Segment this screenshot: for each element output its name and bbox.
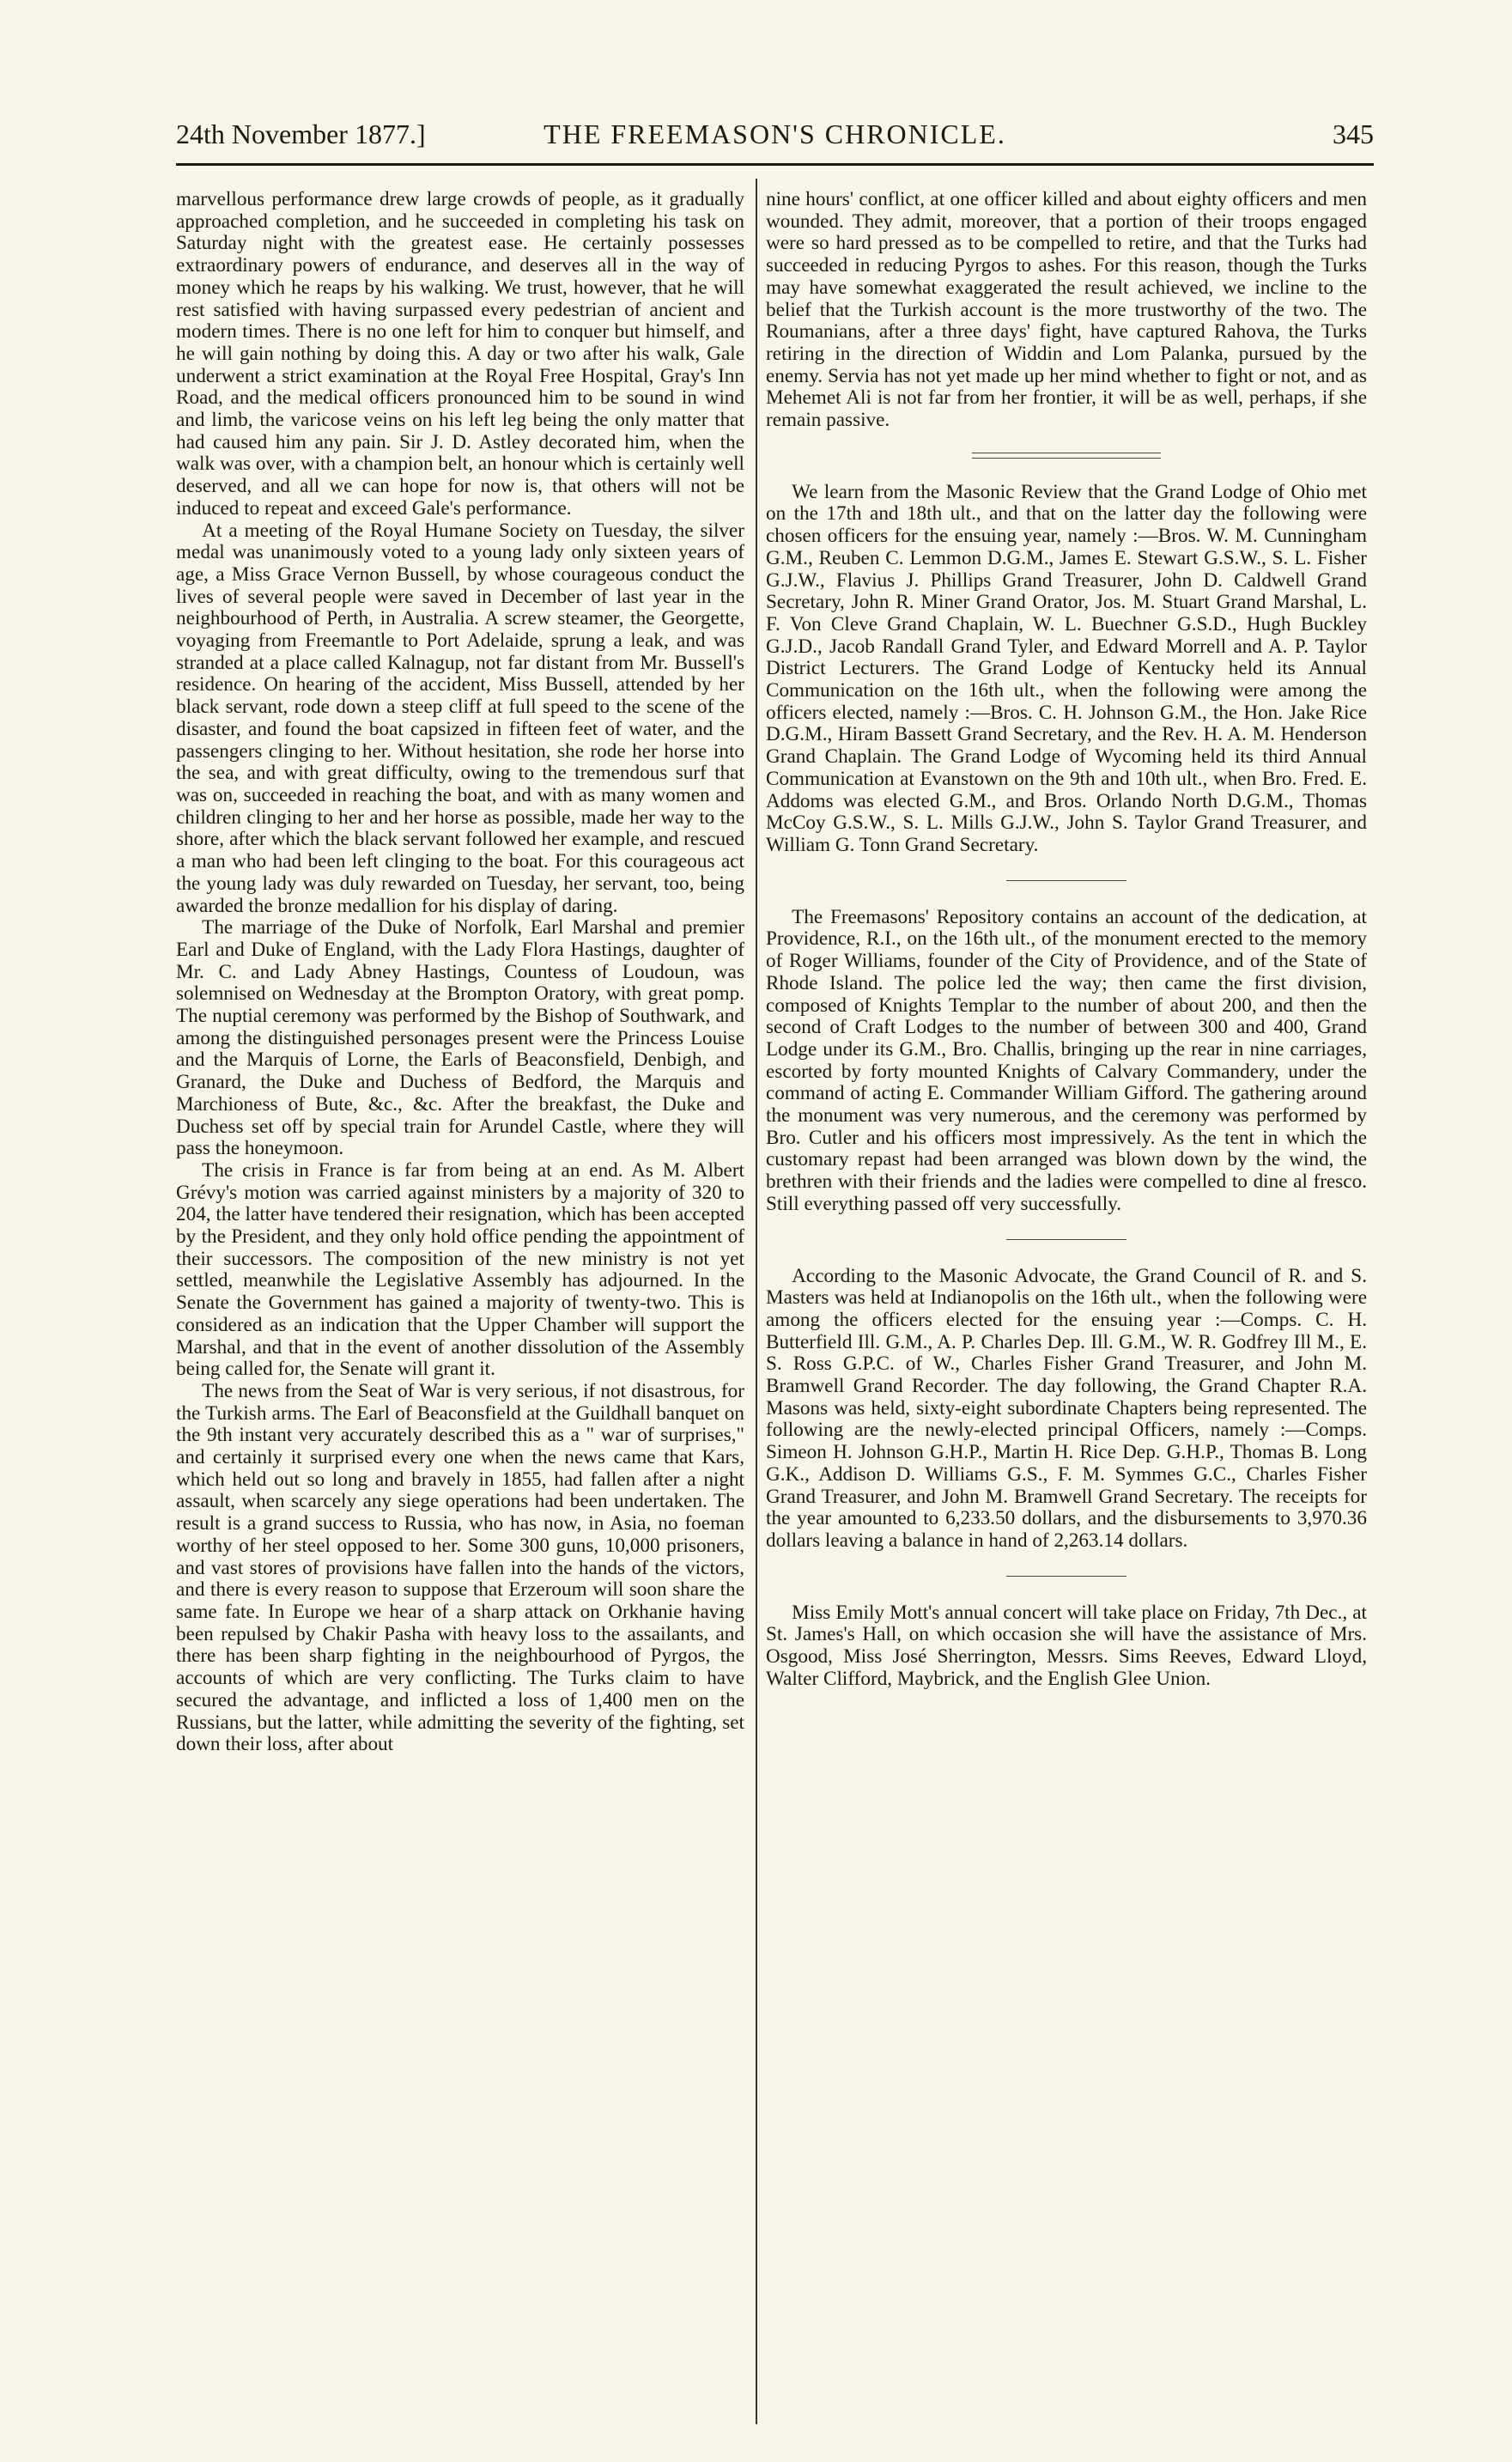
article-gale-walk: marvellous performance drew large crowds of people, as it gradually approached completion, and he succeeded in completing his task on Saturday night with the greatest ease. He certainly possesses extraordinary powers of endurance, and deserves all in the way of money which he reaps by his walking. We trust, however, that he will rest satisfied with having surpassed every pedestrian of ancient and modern times. There is no one left for him to conquer but himself, and he will gain nothing by doing this. A day or two after his walk, Gale underwent a strict examination at the Royal Free Hospital, Gray's Inn Road, and the medical officers pronounced him to be sound in wind and limb, the varicose veins on his left leg being the only matter that had caused him any pain. Sir J. D. Astley decorated him, when the walk was over, with a champion belt, an honour which is certainly well deserved, and all we can hope for now is, that others will not be induced to repeat and exceed Gale's performance. [176,189,744,520]
header-rule [176,163,1374,166]
article-humane-society: At a meeting of the Royal Humane Society on Tuesday, the silver medal was unanimously voted to a young lady only sixteen years of age, a Miss Grace Vernon Bussell, by whose courageous conduct the lives of several people were saved in December of last year in the neighbourhood of Perth, in Australia. A screw steamer, the Georgette, voyaging from Freemantle to Port Adelaide, sprung a leak, and was stranded at a place called Kalnagup, not far distant from Mr. Bussell's residence. On hearing of the accident, Miss Bussell, attended by her black servant, rode down a steep cliff at full speed to the scene of the disaster, and found the boat capsized in fifteen feet of water, and the passengers clinging to her. Without hesitation, she rode her horse into the sea, and with great difficulty, owing to the tremendous surf that was on, succeeded in reaching the boat, and with as many women and children clinging to her and her horse as possible, made her way to the shore, after which the black servant followed her example, and rescued a man who had been left clinging to the boat. For this courageous act the young lady was duly rewarded on Tuesday, her servant, too, being awarded the bronze medallion for his display of daring. [176,519,744,917]
issue-date: 24th November 1877.] [176,119,426,149]
section-separator [766,1553,1367,1602]
section-separator [766,1216,1367,1266]
article-grand-council-indiana: According to the Masonic Advocate, the Grand Council of R. and S. Masters was held at Indianopolis on the 16th ult., when the following were among the officers elected for the ensuing year :—Comps. C. H. Butterfield Ill. G.M., A. P. Charles Dep. Ill. G.M., W. R. Godfrey Ill M., E. S. Ross G.P.C. of W., Charles Fisher Grand Treasurer, and John M. Bramwell Grand Recorder. The day following, the Grand Chapter R.A. Masons was held, sixty-eight subordinate Chapters being represented. The following are the newly-elected principal Officers, namely :—Comps. Simeon H. Johnson G.H.P., Martin H. Rice Dep. G.H.P., Thomas B. Long G.K., Addison D. Williams G.S., F. M. Symmes G.C., Charles Fisher Grand Treasurer, and John M. Bramwell Grand Secretary. The receipts for the year amounted to 6,233.50 dollars, and the disbursements to 3,970.36 dollars leaving a balance in hand of 2,263.14 dollars. [766,1264,1367,1552]
masthead [176,119,1374,161]
publication-title: THE FREEMASON'S CHRONICLE. [543,119,1006,149]
article-roger-williams-monument: The Freemasons' Repository contains an account of the dedication, at Providence, R.I., on the 16th ult., of the monument erected to the memory of Roger Williams, founder of the City of Providence, and of the State of Rhode Island. The police led the way; then came the first division, composed of Knights Templar to the number of about 200, and then the second of Craft Lodges to the number of between 300 and 400, Grand Lodge under its G.M., Bro. Challis, bringing up the rear in nine carriages, escorted by forty mounted Knights of Calvary Commandery, under the command of acting E. Commander William Gifford. The gathering around the monument was very numerous, and the ceremony was performed by Bro. Cutler and his officers most impressively. As the tent in which the customary repast had been arranged was blown down by the wind, the brethren with their friends and the ladies were compelled to dine al fresco. Still everything passed off very successfully. [766,905,1367,1215]
article-norfolk-marriage: The marriage of the Duke of Norfolk, Earl Marshal and premier Earl and Duke of England, with the Lady Flora Hastings, daughter of Mr. C. and Lady Abney Hastings, Countess of Loudoun, was solemnised on Wednesday at the Brompton Oratory, with great pomp. The nuptial ceremony was performed by the Bishop of Southwark, and among the distinguished personages present were the Princess Louise and the Marquis of Lorne, the Earls of Beaconsfield, Denbigh, and Granard, the Duke and Duchess of Bedford, the Marquis and Marchioness of Bute, &c., &c. After the breakfast, the Duke and Duchess set off by special train for Arundel Castle, where they will pass the honeymoon. [176,916,744,1160]
article-france-crisis: The crisis in France is far from being at an end. As M. Albert Grévy's motion was carried against ministers by a majority of 320 to 204, the latter have tendered their resignation, which has been accepted by the President, and they only hold office pending the appointment of their successors. The composition of the new ministry is not yet settled, meanwhile the Legislative Assembly has adjourned. In the Senate the Government has gained a majority of twenty-two. This is considered as an indication that the Upper Chamber will support the Marshal, and that in the event of another dissolution of the Assembly being called for, the Senate will grant it. [176,1158,744,1381]
column-divider [756,179,757,2424]
section-separator [766,857,1367,907]
right-column [766,189,1367,2422]
article-seat-of-war: The news from the Seat of War is very serious, if not disastrous, for the Turkish arms. The Earl of Beaconsfield at the Guildhall banquet on the 9th instant very accurately described this as a " war of surprises," and certainly it surprised every one when the news came that Kars, which held out so long and bravely in 1855, had fallen after a night assault, when scarcely any siege operations had been undertaken. The result is a grand success to Russia, who has now, in Asia, no foeman worthy of her steel opposed to her. Some 300 guns, 10,000 prisoners, and vast stores of provisions have fallen into the hands of the victors, and there is every reason to suppose that Erzeroum will soon share the same fate. In Europe we hear of a sharp attack on Orkhanie having been repulsed by Chakir Pasha with heavy loss to the assailants, and there has been sharp fighting in the neighbourhood of Pyrgos, the accounts of which are very conflicting. The Turks claim to have secured the advantage, and inflicted a loss of 1,400 men on the Russians, but the latter, while admitting the severity of the fighting, set down their loss, after about [176,1379,744,1756]
section-separator [766,432,1367,482]
left-column [176,189,744,2422]
article-war-continued: nine hours' conflict, at one officer killed and about eighty officers and men wounded. They admit, moreover, that a portion of their troops engaged were so hard pressed as to be compelled to retire, and that the Turks had succeeded in reducing Pyrgos to ashes. For this reason, though the Turks may have somewhat exaggerated the result achieved, we incline to the belief that the Turkish account is the more trustworthy of the two. The Roumanians, after a three days' fight, have captured Rahova, the Turks retiring in the direction of Widdin and Lom Palanka, pursued by the enemy. Servia has not yet made up her mind whether to fight or not, and as Mehemet Ali is not far from her frontier, it will be as well, perhaps, if she remain passive. [766,189,1367,432]
article-mott-concert: Miss Emily Mott's annual concert will take place on Friday, 7th Dec., at St. James's Hall, on which occasion she will have the assistance of Mrs. Osgood, Miss José Sherrington, Messrs. Sims Reeves, Edward Lloyd, Walter Clifford, Maybrick, and the English Glee Union. [766,1601,1367,1690]
page-number: 345 [1333,119,1374,149]
article-grand-lodge-ohio: We learn from the Masonic Review that the Grand Lodge of Ohio met on the 17th and 18th ult., and that on the latter day the following were chosen officers for the ensuing year, namely :—Bros. W. M. Cunningham G.M., Reuben C. Lemmon D.G.M., James E. Stewart G.S.W., S. L. Fisher G.J.W., Flavius J. Phillips Grand Treasurer, John D. Caldwell Grand Secretary, John R. Miner Grand Orator, Jos. M. Stuart Grand Marshal, L. F. Von Cleve Grand Chaplain, W. L. Buechner G.S.D., Hugh Buckley G.J.D., Jacob Randall Grand Tyler, and Edward Morrell and A. P. Taylor District Lecturers. The Grand Lodge of Kentucky held its Annual Communication on the 16th ult., when the following were among the officers elected, namely :—Bros. C. H. Johnson G.M., the Hon. Jake Rice D.G.M., Hiram Bassett Grand Secretary, and the Rev. H. A. M. Henderson Grand Chaplain. The Grand Lodge of Wycoming held its third Annual Communication at Evanstown on the 9th and 10th ult., when Bro. Fred. E. Addoms was elected G.M., and Bros. Orlando North D.G.M., Thomas McCoy G.S.W., S. L. Mills G.J.W., John S. Taylor Grand Treasurer, and William G. Tonn Grand Secretary. [766,480,1367,856]
